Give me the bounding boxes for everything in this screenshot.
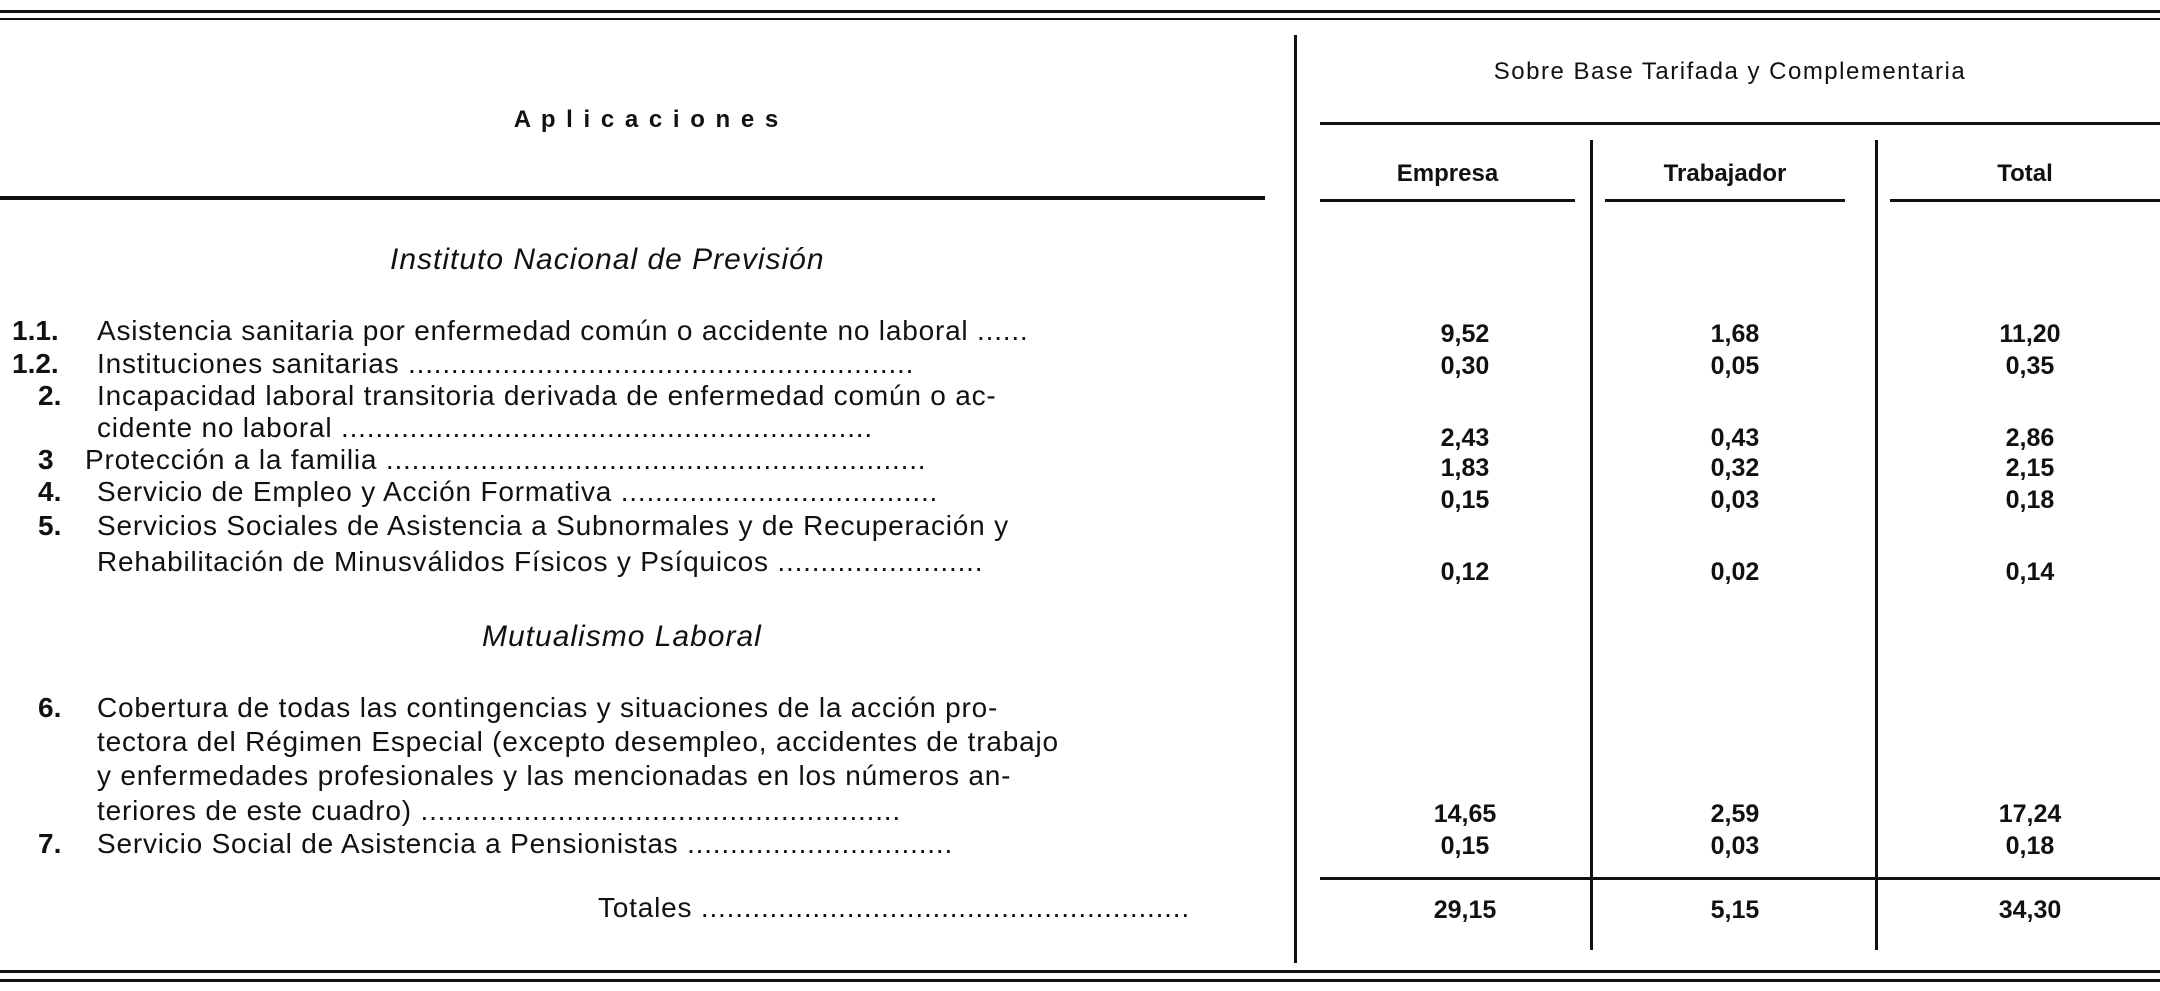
row-label-line: Servicio Social de Asistencia a Pensionistas ...............................: [97, 828, 954, 859]
cell-trabajador: 0,32: [1710, 454, 1760, 482]
cell-empresa: 9,52: [1440, 320, 1490, 348]
cell-trabajador: 2,59: [1710, 800, 1760, 828]
group-underline: [1320, 122, 2160, 125]
col-underline-empresa: [1320, 199, 1575, 202]
vertical-divider-trabajador: [1875, 140, 1878, 950]
row-label-line: Protección a la familia ...............................................................: [85, 444, 927, 475]
row-label-line: Asistencia sanitaria por enfermedad común o accidente no laboral ......: [97, 315, 1029, 346]
cell-total: 2,86: [2005, 424, 2055, 452]
cell-empresa: 0,12: [1440, 558, 1490, 586]
section-title-mutualismo: Mutualismo Laboral: [482, 620, 762, 653]
row-label-line: Rehabilitación de Minusválidos Físicos y Psíquicos ........................: [97, 546, 984, 577]
cell-total: 0,35: [2005, 352, 2055, 380]
row-label-line: Cobertura de todas las contingencias y situaciones de la acción pro-: [97, 692, 999, 723]
cell-empresa: 0,15: [1440, 832, 1490, 860]
row-label-line: tectora del Régimen Especial (excepto desempleo, accidentes de trabajo: [97, 726, 1059, 757]
cell-trabajador: 0,05: [1710, 352, 1760, 380]
cell-trabajador: 0,02: [1710, 558, 1760, 586]
row-number: 3: [38, 444, 54, 475]
row-number: 5.: [38, 510, 62, 541]
cell-total: 0,18: [2005, 486, 2055, 514]
group-heading: Sobre Base Tarifada y Complementaria: [1493, 58, 1967, 85]
applications-heading: A p l i c a c i o n e s: [513, 106, 781, 133]
row-label-line: Servicios Sociales de Asistencia a Subnormales y de Recuperación y: [97, 510, 1009, 541]
row-label-line: Incapacidad laboral transitoria derivada de enfermedad común o ac-: [97, 380, 997, 411]
bottom-rule-2: [0, 979, 2160, 982]
vertical-divider-main: [1294, 35, 1297, 963]
cell-total: 2,15: [2005, 454, 2055, 482]
column-header-empresa: Empresa: [1396, 160, 1499, 187]
section-title-inp: Instituto Nacional de Previsión: [390, 243, 825, 276]
column-header-trabajador: Trabajador: [1663, 160, 1787, 187]
totals-empresa: 29,15: [1433, 896, 1497, 924]
row-number: 1.2.: [12, 348, 59, 379]
cell-total: 11,20: [1999, 320, 2061, 348]
col-underline-trabajador: [1605, 199, 1845, 202]
row-number: 7.: [38, 828, 62, 859]
cell-trabajador: 0,03: [1710, 832, 1760, 860]
row-label-line: y enfermedades profesionales y las mencionadas en los números an-: [97, 760, 1012, 791]
header-underline-left: [0, 196, 1265, 200]
cell-empresa: 0,30: [1440, 352, 1490, 380]
top-rule-1: [0, 10, 2160, 13]
row-number: 6.: [38, 692, 62, 723]
cell-total: 17,24: [1998, 800, 2062, 828]
totals-trabajador: 5,15: [1710, 896, 1760, 924]
totals-rule: [1320, 877, 2160, 880]
column-header-total: Total: [1997, 160, 2053, 187]
top-rule-2: [0, 18, 2160, 20]
cell-empresa: 14,65: [1433, 800, 1497, 828]
cell-trabajador: 0,43: [1710, 424, 1760, 452]
cell-total: 0,18: [2005, 832, 2055, 860]
row-label-line: Servicio de Empleo y Acción Formativa .....................................: [97, 476, 939, 507]
cell-empresa: 0,15: [1440, 486, 1490, 514]
cell-empresa: 1,83: [1440, 454, 1490, 482]
cell-trabajador: 1,68: [1710, 320, 1760, 348]
cell-total: 0,14: [2005, 558, 2055, 586]
row-number: 2.: [38, 380, 62, 411]
row-label-line: teriores de este cuadro) ........................................................: [97, 795, 901, 826]
cell-empresa: 2,43: [1440, 424, 1490, 452]
cell-trabajador: 0,03: [1710, 486, 1760, 514]
vertical-divider-empresa: [1590, 140, 1593, 950]
row-number: 4.: [38, 476, 62, 507]
bottom-rule-1: [0, 970, 2160, 973]
totals-label: Totales .........................................................: [598, 892, 1190, 923]
col-underline-total: [1890, 199, 2160, 202]
row-label-line: Instituciones sanitarias ...........................................................: [97, 348, 915, 379]
totals-total: 34,30: [1998, 896, 2062, 924]
row-label-line: cidente no laboral ..............................................................: [97, 412, 873, 443]
row-number: 1.1.: [12, 315, 59, 346]
